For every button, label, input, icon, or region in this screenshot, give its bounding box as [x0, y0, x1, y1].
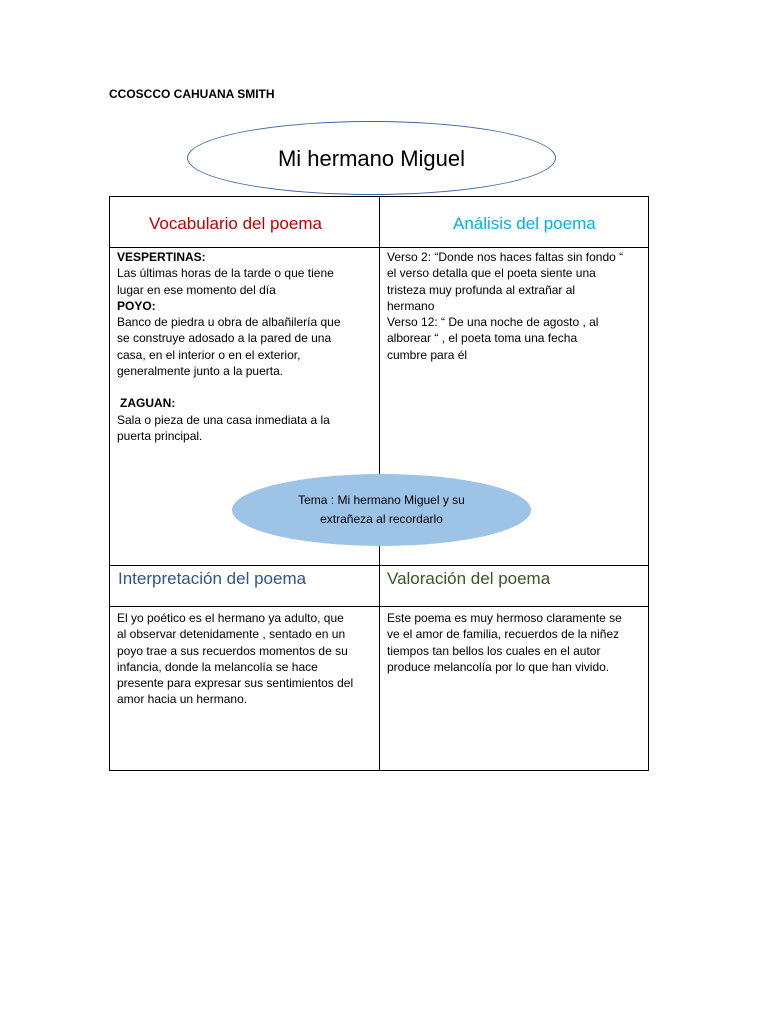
- header-vocabulario: Vocabulario del poema: [149, 214, 322, 233]
- interpretacion-cell: [117, 610, 353, 708]
- theme-line-2: extrañeza al recordarlo: [320, 512, 443, 526]
- analysis-line: cumbre para él: [387, 347, 468, 362]
- definition-line: puerta principal.: [117, 428, 203, 443]
- definition-line: generalmente junto a la puerta.: [117, 364, 284, 379]
- theme-line-1: Tema : Mi hermano Miguel y su: [298, 493, 465, 507]
- row-divider-1: [110, 247, 648, 248]
- analysis-line: el verso detalla que el poeta siente una: [387, 266, 596, 281]
- interpretation-line: poyo trae a sus recuerdos momentos de su: [117, 643, 348, 658]
- definition-line: Sala o pieza de una casa inmediata a la: [117, 412, 330, 427]
- poem-title: Mi hermano Miguel: [277, 146, 466, 171]
- analysis-line: alborear “ , el poeta toma una fecha: [387, 331, 578, 346]
- valoration-line: Este poema es muy hermoso claramente se: [387, 611, 622, 625]
- analysis-line: Verso 12: “ De una noche de agosto , al: [387, 315, 599, 330]
- header-analisis: Análisis del poema: [453, 214, 596, 233]
- analisis-cell: [387, 249, 623, 363]
- title-oval: [187, 121, 556, 195]
- theme-oval: [232, 474, 531, 546]
- author-name: CCOSCCO CAHUANA SMITH: [109, 87, 275, 101]
- definition-line: lugar en ese momento del día: [117, 282, 276, 297]
- valoration-line: produce melancolía por lo que han vivido.: [387, 659, 610, 674]
- analysis-line: tristeza muy profunda al extrañar al: [387, 282, 576, 297]
- interpretation-line: El yo poético es el hermano ya adulto, que: [117, 611, 344, 625]
- definition-line: Las últimas horas de la tarde o que tiene: [117, 266, 334, 281]
- valoration-line: tiempos tan bellos los cuales en el autor: [387, 643, 601, 658]
- term-vespertinas: VESPERTINAS:: [117, 250, 206, 264]
- header-interpretacion: Interpretación del poema: [118, 569, 307, 588]
- row-divider-2: [110, 565, 648, 566]
- valoracion-cell: [387, 610, 622, 675]
- interpretation-line: amor hacia un hermano.: [117, 692, 248, 707]
- term-poyo: POYO:: [117, 298, 156, 313]
- interpretation-line: infancia, donde la melancolía se hace: [117, 659, 318, 674]
- interpretation-line: al observar detenidamente , sentado en un: [117, 627, 346, 642]
- vocabulario-cell: [117, 249, 341, 444]
- row-divider-3: [110, 606, 648, 607]
- definition-line: casa, en el interior o en el exterior,: [117, 347, 301, 362]
- definition-line: Banco de piedra u obra de albañilería que: [117, 315, 341, 330]
- definition-line: se construye adosado a la pared de una: [117, 331, 332, 346]
- analysis-line: Verso 2: “Donde nos haces faltas sin fondo “: [387, 250, 624, 264]
- interpretation-line: presente para expresar sus sentimientos del: [117, 676, 354, 691]
- analysis-line: hermano: [387, 298, 435, 313]
- term-zaguan: ZAGUAN:: [120, 396, 176, 411]
- valoration-line: ve el amor de familia, recuerdos de la niñez: [387, 627, 620, 642]
- header-valoracion: Valoración del poema: [387, 569, 551, 588]
